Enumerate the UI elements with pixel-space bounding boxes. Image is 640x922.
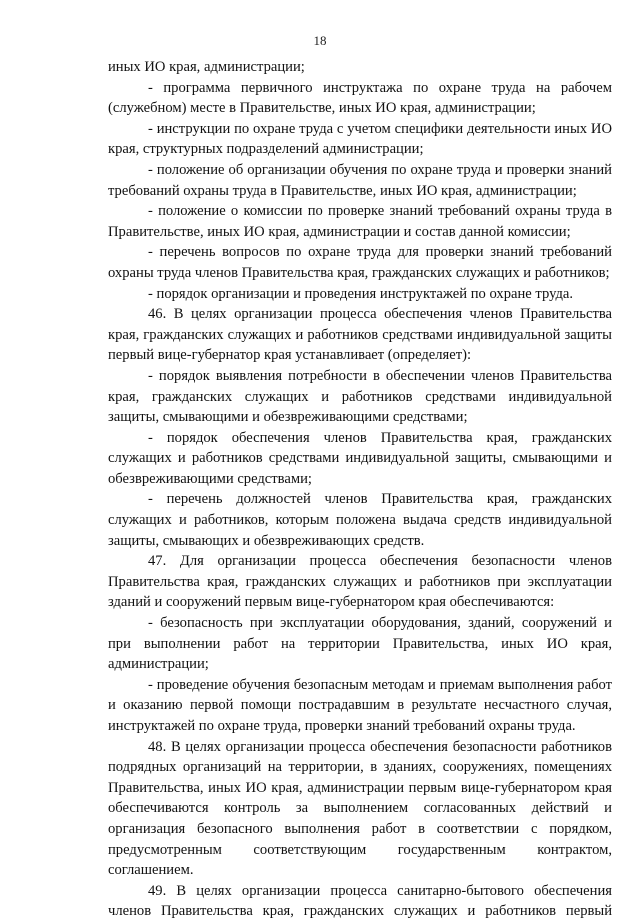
list-item: - перечень вопросов по охране труда для проверки знаний требований охраны труда членов Правительства края, гражданских служащих и работников; bbox=[108, 244, 612, 281]
list-item: - проведение обучения безопасным методам и приемам выполнения работ и оказанию первой помощи пострадавшим в результате несчастного случая, инструктажей по охране труда, проверки знаний требований охраны труда. bbox=[108, 676, 612, 734]
list-item: - порядок выявления потребности в обеспечении членов Правительства края, гражданских служащих и работников средствами индивидуальной защиты, смывающими и обезвреживающими средствами; bbox=[108, 367, 612, 426]
list-item: - порядок организации и проведения инструктажей по охране труда. bbox=[148, 285, 574, 302]
list-item: - программа первичного инструктажа по охране труда на рабочем (служебном) месте в Правительстве, иных ИО края, администрации; bbox=[108, 79, 612, 117]
list-item: - порядок обеспечения членов Правительства края, гражданских служащих и работников средствами индивидуальной защиты, смывающими и обезвреживающими средствами; bbox=[108, 429, 612, 487]
document-body bbox=[108, 57, 612, 922]
page-number: 18 bbox=[313, 33, 327, 48]
list-item: - перечень должностей членов Правительства края, гражданских служащих и работников, которым положена выдача средств индивидуальной защиты, смывающих и обезвреживающих средств. bbox=[108, 491, 612, 549]
list-item: - положение о комиссии по проверке знаний требований охраны труда в Правительстве, иных ИО края, администрации и состав данной комиссии; bbox=[108, 203, 612, 240]
list-item: - инструкции по охране труда с учетом специфики деятельности иных ИО края, структурных подразделений администрации; bbox=[108, 120, 612, 158]
list-item: - положение об организации обучения по охране труда и проверки знаний требований охраны труда в Правительстве, иных ИО края, администрации; bbox=[108, 161, 612, 199]
clause-46: 46. В целях организации процесса обеспечения членов Правительства края, гражданских служащих и работников средствами индивидуальной защиты первый вице-губернатор края устанавливает (определяет): bbox=[108, 306, 612, 364]
clause-49: 49. В целях организации процесса санитарно-бытового обеспечения членов Правительства края, гражданских служащих и работников первый bbox=[108, 882, 612, 920]
list-item: - безопасность при эксплуатации оборудования, зданий, сооружений и при выполнении работ на территории Правительства, иных ИО края, администрации; bbox=[108, 615, 612, 673]
clause-48: 48. В целях организации процесса обеспечения безопасности работников подрядных организаций на территории, в зданиях, сооружениях, помещениях Правительства, иных ИО края, администрации первым вице-губернатором края обеспечиваются контроль за выполнением согласованных действий и организация безопасного выполнения работ в соответствии с порядком, предусмотренным соответствующим государственным контрактом, соглашением. bbox=[108, 738, 612, 879]
clause-47: 47. Для организации процесса обеспечения безопасности членов Правительства края, гражданских служащих и работников при эксплуатации зданий и сооружений первым вице-губернатором края обеспечиваются: bbox=[108, 553, 612, 611]
paragraph: иных ИО края, администрации; bbox=[108, 59, 305, 75]
